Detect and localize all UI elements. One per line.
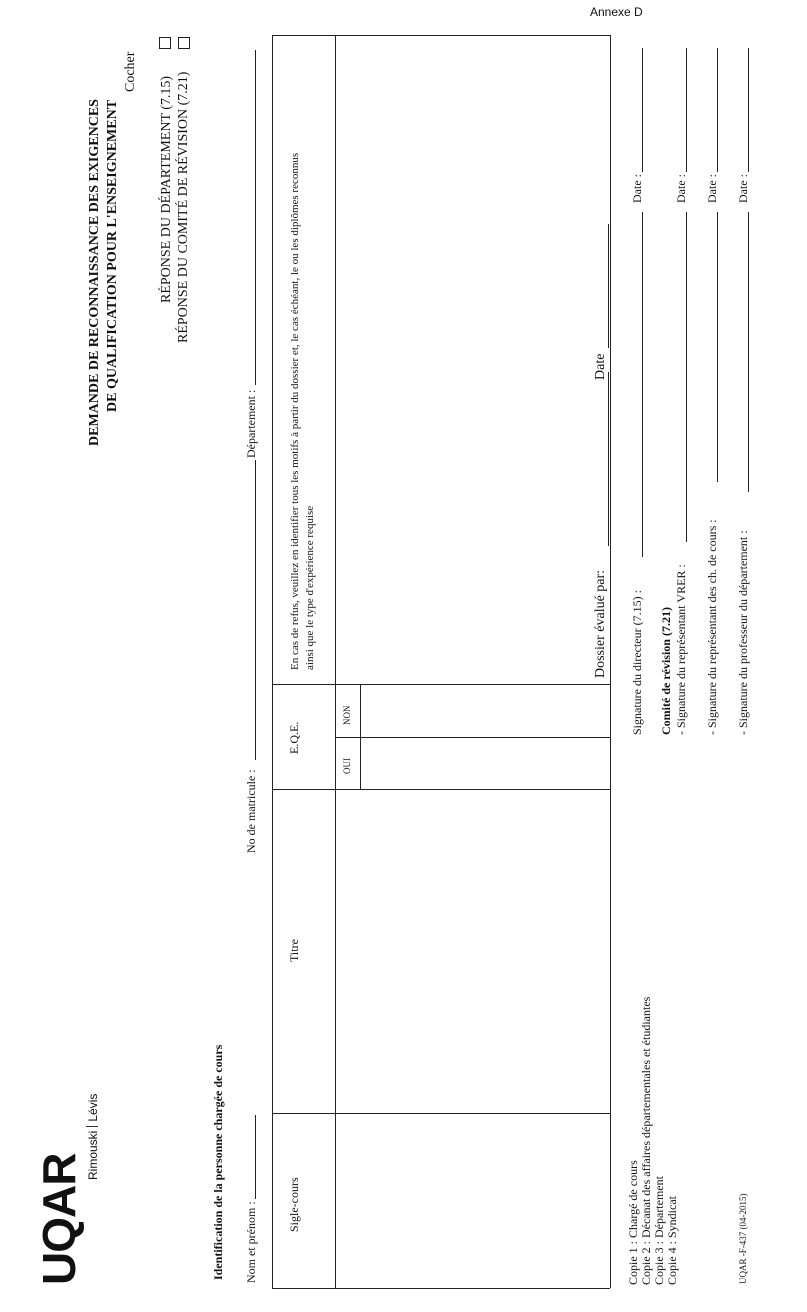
reponse-comite-checkbox[interactable] xyxy=(178,37,190,49)
motifs-instruction-line2: ainsi que le type d'expérience requise xyxy=(304,505,316,670)
cocher-label: Cocher xyxy=(123,51,138,92)
identification-heading: Identification de la personne chargée de cours xyxy=(211,1044,225,1280)
date-directeur-field[interactable] xyxy=(642,48,643,172)
signature-charges-label: - Signature du représentant des ch. de cours : xyxy=(705,519,719,735)
campus-rimouski: Rimouski xyxy=(86,1130,100,1180)
col-oui-header: OUI xyxy=(342,758,352,774)
signature-professeur-label: - Signature du professeur du département : xyxy=(736,530,750,735)
date-vrer-field[interactable] xyxy=(686,48,687,172)
form-code: UQAR -F-437 (04-2015) xyxy=(738,1193,748,1284)
dossier-evalue-label: Dossier évalué par: xyxy=(593,569,608,678)
signature-vrer-label: - Signature du représentant VRER : xyxy=(674,564,688,735)
reponse-departement-label: RÉPONSE DU DÉPARTEMENT (7.15) xyxy=(159,75,174,303)
date-professeur-label: Date : xyxy=(736,174,750,203)
date-charges-field[interactable] xyxy=(717,48,718,172)
copie-4: Copie 4 : Syndicat xyxy=(665,1196,679,1285)
col-non-header: NON xyxy=(342,705,352,725)
date-charges-label: Date : xyxy=(705,174,719,203)
copie-1: Copie 1 : Chargé de cours xyxy=(626,1160,640,1285)
reponse-departement-checkbox[interactable] xyxy=(159,37,171,49)
col-eqe-header: E.Q.E. xyxy=(287,721,301,754)
signature-charges-field[interactable] xyxy=(717,212,718,482)
copie-3: Copie 3 : Département xyxy=(652,1176,666,1285)
departement-label: Département : xyxy=(244,389,258,458)
matricule-label: No de matricule : xyxy=(244,769,258,853)
matricule-field[interactable] xyxy=(255,460,256,760)
col-titre-header: Titre xyxy=(287,939,301,962)
uqar-logo xyxy=(33,1153,85,1285)
copie-2: Copie 2 : Décanat des affaires départementales et étudiantes xyxy=(639,996,653,1285)
signature-directeur-field[interactable] xyxy=(642,212,643,557)
reponse-comite-label: RÉPONSE DU COMITÉ DE RÉVISION (7.21) xyxy=(176,71,191,343)
nom-label: Nom et prénom : xyxy=(244,1201,258,1283)
campus-levis: Lévis xyxy=(86,1093,100,1122)
signature-directeur-label: Signature du directeur (7.15) : xyxy=(630,590,644,735)
col-sigle-header: Sigle-cours xyxy=(287,1177,301,1232)
departement-field[interactable] xyxy=(255,50,256,385)
comite-revision-heading: Comité de révision (7.21) xyxy=(659,607,673,735)
nom-field[interactable] xyxy=(255,1115,256,1199)
dossier-date-label: Date xyxy=(593,353,608,380)
logo-campus xyxy=(86,1094,100,1180)
dossier-date-field[interactable] xyxy=(608,224,609,348)
motifs-instruction-line1: En cas de refus, veuillez en identifier tous les motifs à partir du dossier et, le cas échéant, le ou les diplômes reconnus xyxy=(289,152,301,670)
form-title-line1: DEMANDE DE RECONNAISSANCE DES EXIGENCES xyxy=(87,99,102,446)
date-vrer-label: Date : xyxy=(674,174,688,203)
form-title-line2: DE QUALIFICATION POUR L'ENSEIGNEMENT xyxy=(105,99,120,412)
logo-brand: UQAR xyxy=(33,1153,85,1285)
date-directeur-label: Date : xyxy=(630,174,644,203)
signature-professeur-field[interactable] xyxy=(748,212,749,492)
signature-vrer-field[interactable] xyxy=(686,212,687,542)
annexe-label: Annexe D xyxy=(590,5,643,19)
dossier-evalue-field[interactable] xyxy=(608,372,609,546)
date-professeur-field[interactable] xyxy=(748,48,749,172)
